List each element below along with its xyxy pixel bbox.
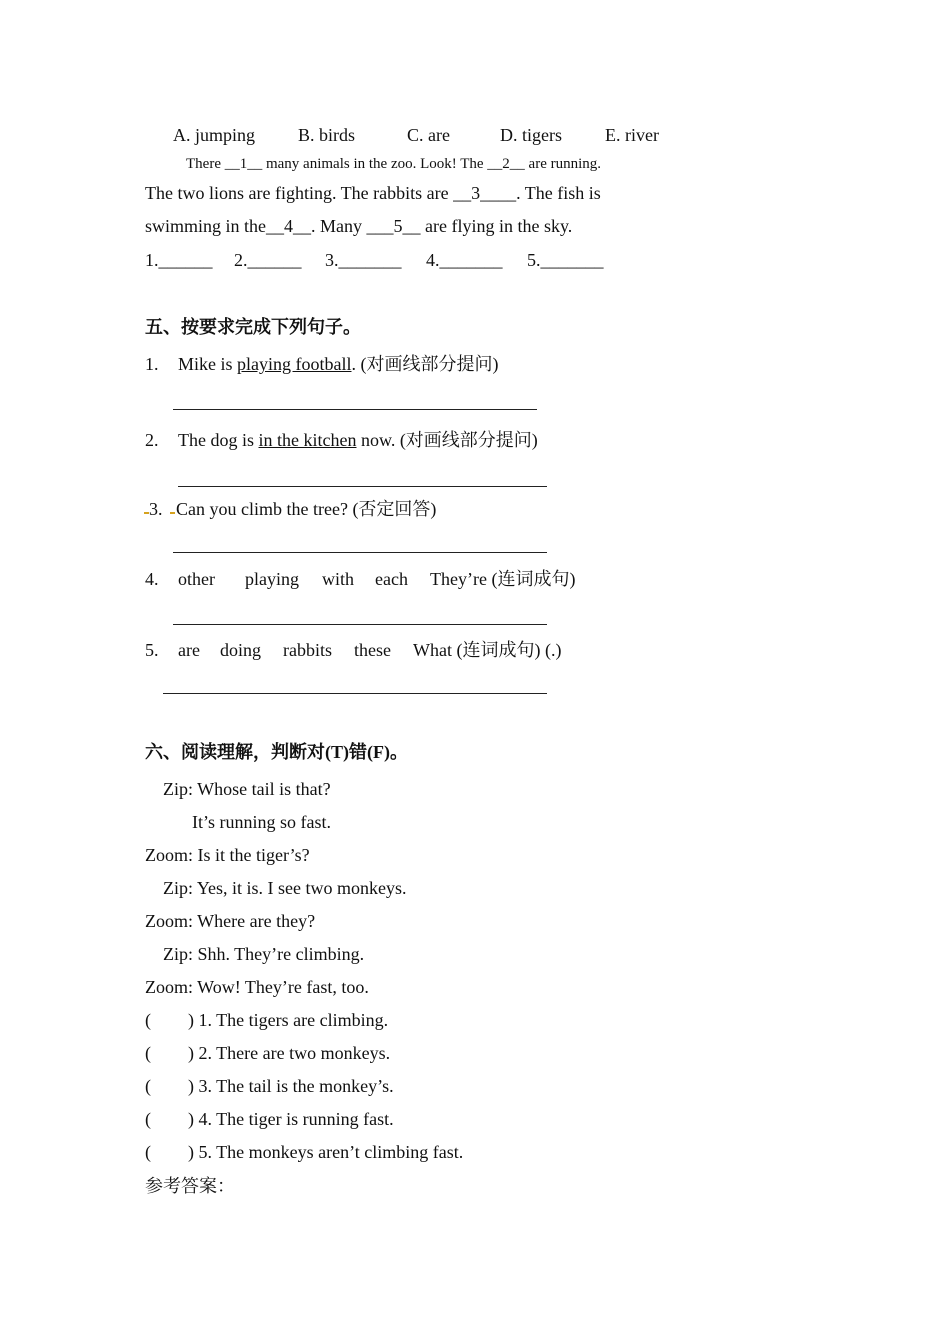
answers-label: 参考答案： bbox=[145, 1176, 235, 1196]
section-6-heading: 六、阅读理解，判断对(T)错(F)。 bbox=[145, 742, 408, 762]
tf-question: ) 2. There are two monkeys. bbox=[188, 1043, 391, 1063]
dialogue-line: Zoom: Is it the tiger’s? bbox=[145, 845, 310, 865]
q5-4-word: each bbox=[375, 569, 408, 589]
answer-line-2 bbox=[178, 486, 547, 487]
underlined-phrase: in the kitchen bbox=[258, 430, 357, 450]
passage-line-1: There __1__ many animals in the zoo. Look! The __2__ are running. bbox=[186, 156, 602, 172]
paren-open: ( bbox=[145, 1109, 151, 1129]
answer-blank-1: 1.______ bbox=[145, 250, 213, 270]
option-a: A. jumping bbox=[173, 125, 256, 145]
option-d: D. tigers bbox=[500, 125, 562, 145]
paren-open: ( bbox=[145, 1010, 151, 1030]
answer-blank-2: 2.______ bbox=[234, 250, 302, 270]
option-b: B. birds bbox=[298, 125, 356, 145]
paren-open: ( bbox=[145, 1076, 151, 1096]
q5-5-word: are bbox=[178, 640, 200, 660]
q5-3-number: 3. bbox=[149, 499, 163, 519]
section-5-heading: 五、按要求完成下列句子。 bbox=[145, 317, 361, 337]
answer-line-4 bbox=[173, 624, 547, 625]
q5-2-text: The dog is in the kitchen now. (对画线部分提问) bbox=[178, 430, 538, 450]
option-c: C. are bbox=[407, 125, 450, 145]
passage-line-3: swimming in the__4__. Many ___5__ are flying in the sky. bbox=[145, 216, 573, 236]
option-e: E. river bbox=[605, 125, 659, 145]
answer-line-1 bbox=[173, 409, 537, 410]
q5-3-text: Can you climb the tree? (否定回答) bbox=[176, 499, 437, 519]
tf-question: ) 3. The tail is the monkey’s. bbox=[188, 1076, 394, 1096]
q5-1-number: 1. bbox=[145, 354, 159, 374]
tf-question: ) 4. The tiger is running fast. bbox=[188, 1109, 394, 1129]
paren-open: ( bbox=[145, 1142, 151, 1162]
q5-2-number: 2. bbox=[145, 430, 159, 450]
q5-4-word: They’re (连词成句) bbox=[430, 569, 576, 589]
dialogue-line: Zip: Whose tail is that? bbox=[163, 779, 331, 799]
answer-blank-5: 5._______ bbox=[527, 250, 604, 270]
q5-4-word: other bbox=[178, 569, 215, 589]
answer-line-3 bbox=[173, 552, 547, 553]
dialogue-line: Zip: Yes, it is. I see two monkeys. bbox=[163, 878, 407, 898]
q5-5-word: these bbox=[354, 640, 391, 660]
dialogue-line: Zip: Shh. They’re climbing. bbox=[163, 944, 365, 964]
q5-5-word: doing bbox=[220, 640, 262, 660]
passage-line-2: The two lions are fighting. The rabbits are __3____. The fish is bbox=[145, 183, 601, 203]
answer-blank-3: 3._______ bbox=[325, 250, 402, 270]
q5-5-number: 5. bbox=[145, 640, 159, 660]
q5-4-word: playing bbox=[245, 569, 299, 589]
q5-4-word: with bbox=[322, 569, 355, 589]
q5-5-word: rabbits bbox=[283, 640, 332, 660]
edit-mark bbox=[170, 512, 175, 514]
dialogue-line: Zoom: Where are they? bbox=[145, 911, 316, 931]
tf-question: ) 5. The monkeys aren’t climbing fast. bbox=[188, 1142, 464, 1162]
q5-4-number: 4. bbox=[145, 569, 159, 589]
dialogue-line: It’s running so fast. bbox=[192, 812, 331, 832]
q5-5-word: What (连词成句) (.) bbox=[413, 640, 562, 660]
q5-1-text: Mike is playing football. (对画线部分提问) bbox=[178, 354, 499, 374]
paren-open: ( bbox=[145, 1043, 151, 1063]
tf-question: ) 1. The tigers are climbing. bbox=[188, 1010, 389, 1030]
underlined-phrase: playing football bbox=[237, 354, 352, 374]
answer-line-5 bbox=[163, 693, 547, 694]
answer-blank-4: 4._______ bbox=[426, 250, 503, 270]
dialogue-line: Zoom: Wow! They’re fast, too. bbox=[145, 977, 369, 997]
